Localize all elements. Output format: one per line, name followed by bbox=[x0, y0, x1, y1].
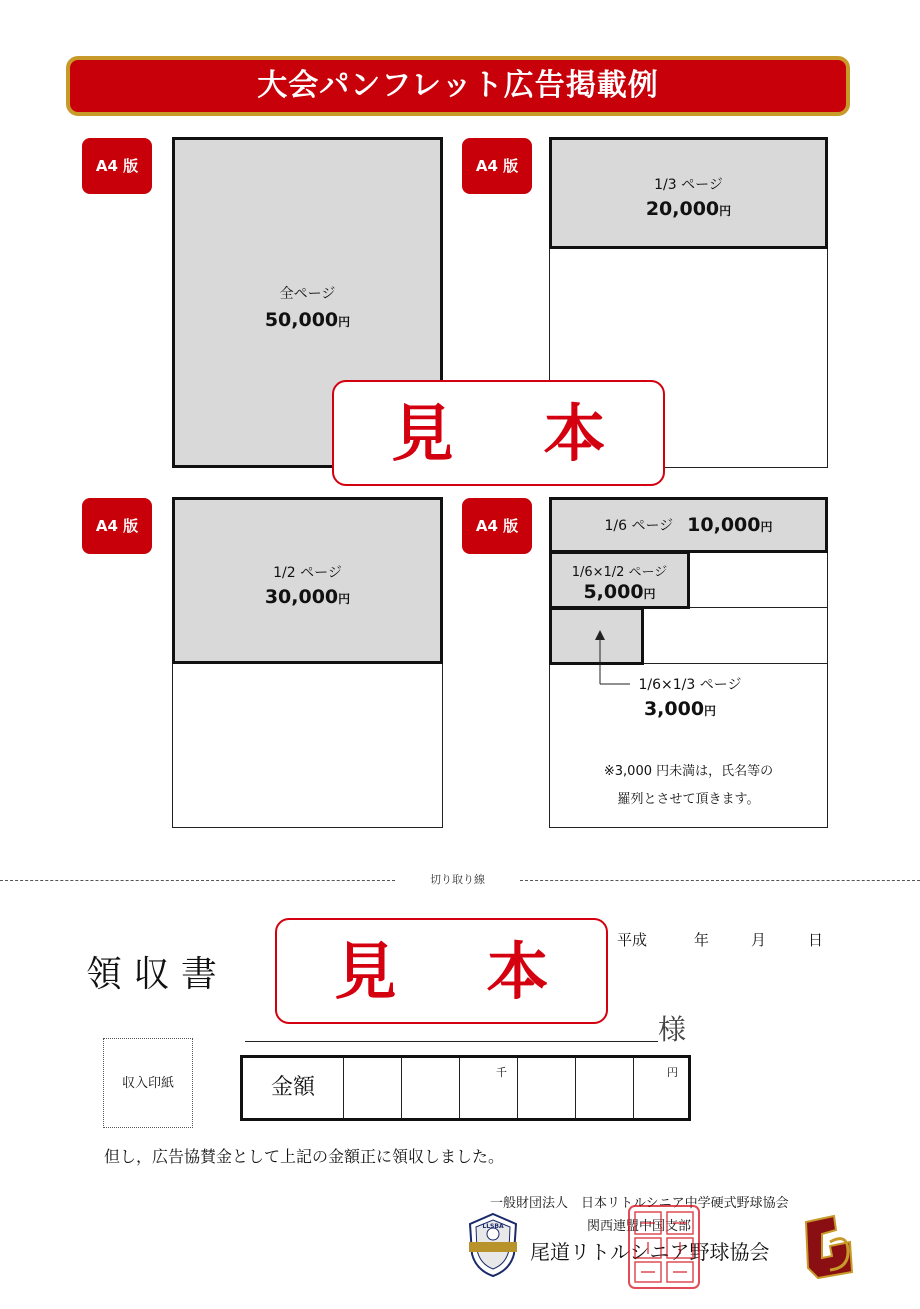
honorific: 様 bbox=[658, 1013, 687, 1046]
receipt-title: 領 収 書 bbox=[86, 954, 217, 995]
ad-sixth-half-price: 5,000円 bbox=[583, 581, 656, 603]
ad-full-label: 全ページ bbox=[279, 286, 336, 302]
ad-sixth-half-page bbox=[549, 551, 690, 609]
ad-third-label: 1/3 ページ bbox=[654, 177, 723, 193]
unit-yen: 円 bbox=[667, 1066, 678, 1079]
association-emblem-icon bbox=[466, 1212, 520, 1278]
recipient-line bbox=[245, 1041, 658, 1042]
ad-sixth-third-price: 3,000円 bbox=[643, 698, 717, 720]
ad-sixth-page bbox=[549, 497, 828, 553]
revenue-stamp-box: 収入印紙 bbox=[103, 1038, 193, 1128]
divider bbox=[689, 607, 828, 608]
note-text: 羅列とさせて頂きます。 bbox=[617, 792, 760, 807]
cut-line-label: 切り取り線 bbox=[430, 873, 485, 886]
amount-cell[interactable] bbox=[576, 1058, 634, 1118]
sample-stamp: 見 本 bbox=[275, 918, 608, 1024]
ad-third-page bbox=[549, 137, 828, 249]
ad-half-label: 1/2 ページ bbox=[273, 565, 342, 581]
ad-third-price: 20,000円 bbox=[645, 198, 732, 220]
receipt-note: 但し，広告協賛金として上記の金額正に領収しました。 bbox=[104, 1147, 505, 1166]
date-day: 日 bbox=[808, 931, 824, 949]
ad-sixth-price: 10,000円 bbox=[687, 514, 773, 536]
unit-thousand: 千 bbox=[496, 1066, 507, 1079]
issuer-line2: 関西連盟中国支部 bbox=[587, 1219, 692, 1234]
amount-table bbox=[240, 1055, 691, 1121]
ad-sixth-third-label: 1/6×1/3 ページ bbox=[638, 677, 742, 693]
team-logo-icon bbox=[800, 1212, 856, 1280]
amount-cell[interactable] bbox=[634, 1058, 688, 1118]
size-badge: A4 版 bbox=[462, 498, 532, 554]
ad-full-price: 50,000円 bbox=[264, 309, 351, 331]
cut-line bbox=[0, 880, 395, 881]
date-era: 平成 bbox=[617, 931, 648, 949]
sample-stamp: 見 本 bbox=[332, 380, 665, 486]
ad-sixth-half-label: 1/6×1/2 ページ bbox=[571, 565, 668, 580]
ad-half-price: 30,000円 bbox=[264, 586, 351, 608]
amount-label: 金額 bbox=[243, 1058, 344, 1118]
size-badge: A4 版 bbox=[462, 138, 532, 194]
amount-cell[interactable] bbox=[344, 1058, 402, 1118]
cut-line bbox=[520, 880, 920, 881]
official-seal-icon bbox=[627, 1204, 701, 1290]
ad-sixth-label: 1/6 ページ bbox=[604, 518, 674, 534]
issuer-line1: 一般財団法人 日本リトルシニア中学硬式野球協会 bbox=[490, 1196, 789, 1211]
divider bbox=[642, 663, 828, 664]
date-year: 年 bbox=[694, 931, 710, 949]
amount-cell[interactable] bbox=[402, 1058, 460, 1118]
issuer-name: 尾道リトルシニア野球協会 bbox=[530, 1240, 770, 1264]
emblem-text: LLSBA bbox=[482, 1223, 504, 1230]
ad-half-page bbox=[172, 497, 443, 664]
size-badge: A4 版 bbox=[82, 498, 152, 554]
amount-cell[interactable] bbox=[518, 1058, 576, 1118]
date-month: 月 bbox=[751, 931, 767, 949]
page-title: 大会パンフレット広告掲載例 bbox=[66, 56, 850, 116]
note-text: ※3,000 円未満は，氏名等の bbox=[603, 764, 774, 779]
size-badge: A4 版 bbox=[82, 138, 152, 194]
amount-cell[interactable] bbox=[460, 1058, 518, 1118]
